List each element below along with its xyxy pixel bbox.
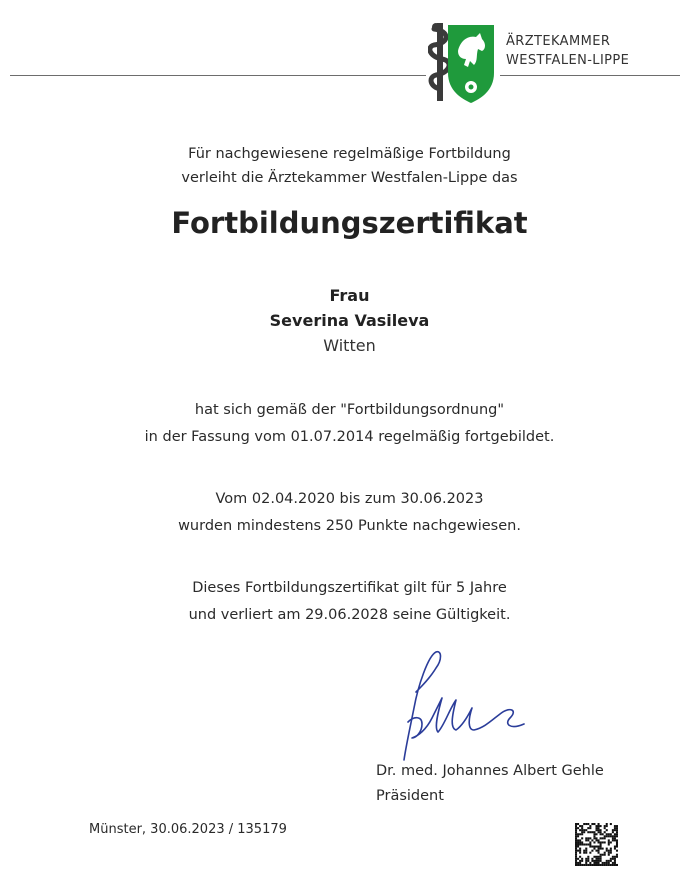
signer-name: Dr. med. Johannes Albert Gehle (376, 763, 604, 779)
period-line-2: wurden mindestens 250 Punkte nachgewiesen. (178, 518, 521, 534)
certificate-title: Fortbildungszertifikat (171, 206, 528, 240)
validity-line-2: und verliert am 29.06.2028 seine Gültigkeit. (188, 607, 511, 623)
org-name-line-1: ÄRZTEKAMMER (506, 34, 611, 49)
period-paragraph (0, 486, 699, 540)
qr-code-icon (575, 823, 618, 866)
recipient-block (0, 283, 699, 358)
intro-line-1: Für nachgewiesene regelmäßige Fortbildung (188, 146, 511, 162)
organization-name (506, 32, 629, 70)
recipient-city: Witten (323, 336, 376, 355)
statement-paragraph (0, 397, 699, 451)
statement-line-2: in der Fassung vom 01.07.2014 regelmäßig fortgebildet. (144, 429, 555, 445)
header-rule-right (500, 75, 680, 76)
recipient-salutation: Frau (329, 286, 370, 305)
place-date-reference: Münster, 30.06.2023 / 135179 (89, 822, 287, 837)
recipient-name: Severina Vasileva (269, 311, 430, 330)
period-line-1: Vom 02.04.2020 bis zum 30.06.2023 (215, 491, 484, 507)
intro-text (0, 142, 699, 190)
chamber-logo-icon (428, 21, 496, 105)
signer-block (376, 759, 604, 809)
signer-role: Präsident (376, 788, 444, 804)
org-name-line-2: WESTFALEN-LIPPE (506, 53, 630, 68)
header-rule-left (10, 75, 426, 76)
validity-line-1: Dieses Fortbildungszertifikat gilt für 5 Jahre (192, 580, 507, 596)
validity-paragraph (0, 575, 699, 629)
statement-line-1: hat sich gemäß der "Fortbildungsordnung" (194, 402, 505, 418)
intro-line-2: verleiht die Ärztekammer Westfalen-Lippe das (181, 170, 518, 186)
signature-image (392, 646, 532, 766)
